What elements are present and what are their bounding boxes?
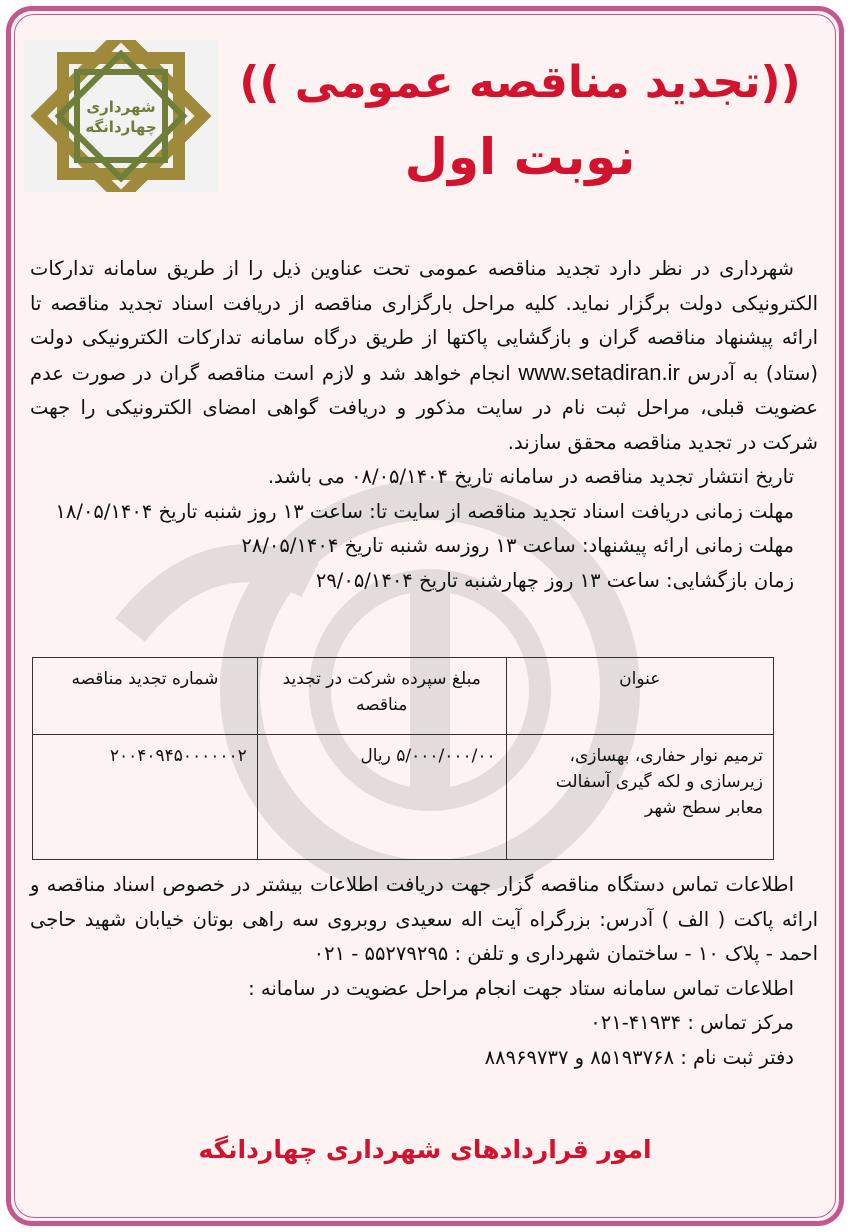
cell-number: ۲۰۰۴۰۹۴۵۰۰۰۰۰۰۲ (33, 735, 258, 860)
opening-time: زمان بازگشایی: ساعت ۱۳ روز چهارشنبه تاریخ ۲۹/۰۵/۱۴۰۴ (315, 568, 794, 592)
bid-deadline: مهلت زمانی ارائه پیشنهاد: ساعت ۱۳ روزسه شنبه تاریخ ۲۸/۰۵/۱۴۰۴ (241, 534, 794, 557)
municipality-logo (24, 40, 218, 192)
footer-signature: امور قراردادهای شهرداری چهاردانگه (198, 1135, 652, 1164)
page-title (230, 52, 810, 190)
logo-emblem-icon (24, 40, 218, 192)
intro-before-url: شهرداری در نظر دارد تجدید مناقصه عمومی تحت عناوین ذیل را از طریق سامانه تدارکات الکترونیکی دولت برگزار نماید. کلیه مراحل بارگزاری مناقصه از دریافت اسناد تجدید مناقصه تا ارائه پیشنهاد مناقصه گران و بازگشایی پاکتها از طریق درگاه سامانه تدارکات الکترونیکی دولت (ستاد) به آدرس (30, 257, 818, 385)
intro-after-url: انجام خواهد شد و لازم است مناقصه گران در صورت عدم عضویت قبلی، مراحل ثبت نام در سایت مذکور و دریافت گواهی امضای الکترونیکی را جهت شرکت در تجدید مناقصه محقق سازند. (30, 361, 818, 454)
website-link[interactable]: www.setadiran.ir (518, 359, 680, 385)
cell-title: ترمیم نوار حفاری، بهسازی، زیرسازی و لکه گیری آسفالت معابر سطح شهر (506, 735, 773, 860)
tender-table (32, 657, 774, 860)
cell-deposit: ۵/۰۰۰/۰۰۰/۰۰ ریال (257, 735, 506, 860)
header-number: شماره تجدید مناقصه (33, 658, 258, 735)
header-title: عنوان (506, 658, 773, 735)
contact-address: اطلاعات تماس دستگاه مناقصه گزار جهت دریافت اطلاعات بیشتر در خصوص اسناد مناقصه و ارائه پاکت ( الف ) آدرس: بزرگراه آیت اله سعیدی روبروی سه راهی بوتان خیابان شهید حاجی احمد - پلاک ۱۰ - ساختمان شهرداری و تلفن : ۵۵۲۷۹۲۹۵ - ۰۲۱ (30, 873, 818, 965)
intro-text (30, 252, 818, 598)
contact-info (30, 868, 818, 1075)
header-deposit: مبلغ سپرده شرکت در تجدید مناقصه (257, 658, 506, 735)
table-header-row (33, 658, 774, 735)
title-line1: ((تجدید مناقصه عمومی )) (239, 57, 801, 108)
table-row (33, 735, 774, 860)
title-line2: نوبت اول (404, 128, 636, 186)
contact-call-center: مرکز تماس : ۴۱۹۳۴-۰۲۱ (590, 1011, 794, 1034)
intro-paragraph (30, 252, 818, 460)
contact-setad-title: اطلاعات تماس سامانه ستاد جهت انجام مراحل عضویت در سامانه : (248, 976, 794, 1000)
contact-registration-office: دفتر ثبت نام : ۸۵۱۹۳۷۶۸ و ۸۸۹۶۹۷۳۷ (484, 1045, 794, 1069)
docs-deadline: مهلت زمانی دریافت اسناد تجدید مناقصه از سایت تا: ساعت ۱۳ روز شنبه تاریخ ۱۸/۰۵/۱۴۰۴ (55, 499, 794, 523)
logo-line1: شهرداری (86, 98, 156, 116)
logo-line2: چهاردانگه (85, 118, 157, 136)
publish-date: تاریخ انتشار تجدید مناقصه در سامانه تاریخ ۰۸/۰۵/۱۴۰۴ می باشد. (267, 465, 794, 488)
